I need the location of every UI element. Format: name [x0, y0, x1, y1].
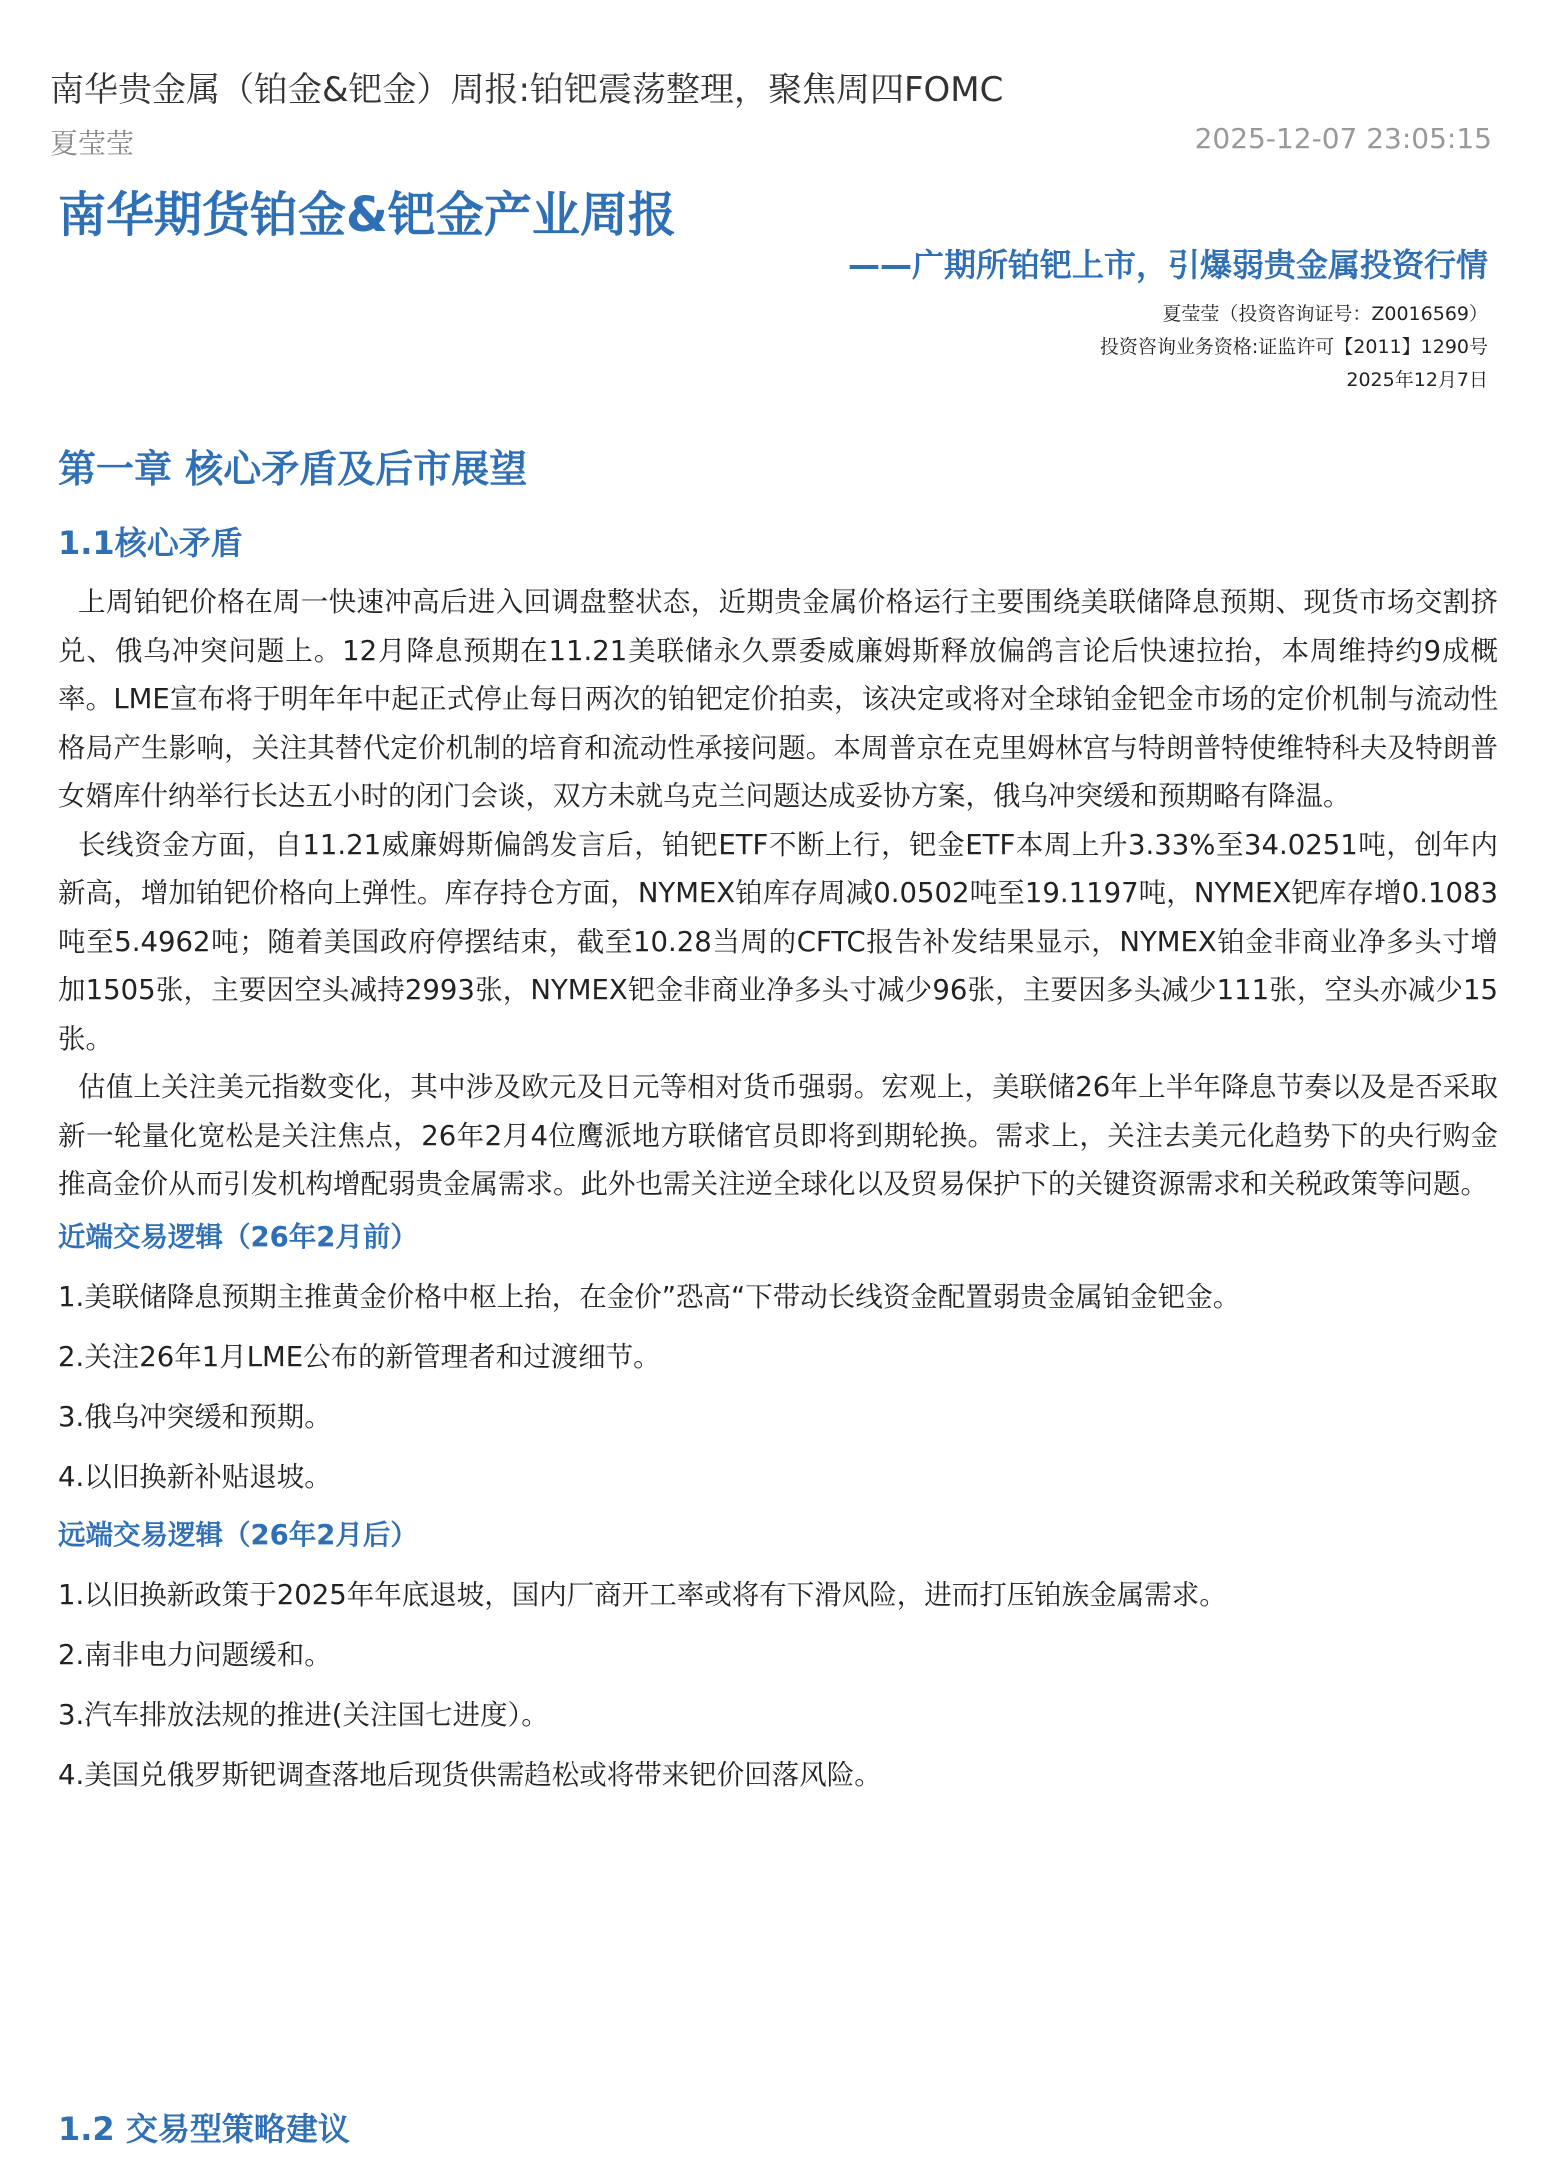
list-item: 2.南非电力问题缓和。 [58, 1638, 332, 1671]
report-body [58, 578, 1498, 1805]
paragraph-valuation-macro: 估值上关注美元指数变化，其中涉及欧元及日元等相对货币强弱。宏观上，美联储26年上半年降息节奏以及是否采取新一轮量化宽松是关注焦点，26年2月4位鹰派地方联储官员即将到期轮换。需求上，关注去美元化趋势下的央行购金推高金价从而引发机构增配弱贵金属需求。此外也需关注逆全球化以及贸易保护下的关键资源需求和关税政策等问题。 [58, 1071, 1498, 1200]
license-info: 投资咨询业务资格:证监许可【2011】1290号 [1099, 336, 1488, 358]
report-date: 2025年12月7日 [1346, 369, 1488, 391]
list-item: 1.以旧换新政策于2025年年底退坡，国内厂商开工率或将有下滑风险，进而打压铂族金属需求。 [58, 1578, 1227, 1611]
paragraph-funds-inventory: 长线资金方面，自11.21威廉姆斯偏鸽发言后，铂钯ETF不断上行，钯金ETF本周上升3.33%至34.0251吨，创年内新高，增加铂钯价格向上弹性。库存持仓方面，NYMEX铂库存周减0.0502吨至19.1197吨，NYMEX钯库存增0.1083吨至5.4962吨；随着美国政府停摆结束，截至10.28当周的CFTC报告补发结果显示，NYMEX铂金非商业净多头寸增加1505张，主要因空头减持2993张，NYMEX钯金非商业净多头寸减少96张，主要因多头减少111张，空头亦减少15张。 [58, 828, 1498, 1055]
far-term-logic-heading: 远端交易逻辑（26年2月后） [58, 1518, 418, 1551]
list-item: 1.美联储降息预期主推黄金价格中枢上抬，在金价”恐高“下带动长线资金配置弱贵金属铂金钯金。 [58, 1280, 1241, 1313]
document-title: 南华贵金属（铂金&钯金）周报:铂钯震荡整理，聚焦周四FOMC [50, 70, 1004, 110]
list-item: 4.美国兑俄罗斯钯调查落地后现货供需趋松或将带来钯价回落风险。 [58, 1758, 882, 1791]
section-title-core-conflict: 1.1核心矛盾 [58, 524, 243, 562]
near-term-logic-heading: 近端交易逻辑（26年2月前） [58, 1220, 418, 1253]
analyst-credential: 夏莹莹（投资咨询证号：Z0016569） [1162, 303, 1488, 325]
section-title-trading-strategy: 1.2 交易型策略建议 [58, 2110, 350, 2148]
author-name: 夏莹莹 [50, 127, 135, 160]
list-item: 2.关注26年1月LME公布的新管理者和过渡细节。 [58, 1340, 661, 1373]
list-item: 4.以旧换新补贴退坡。 [58, 1460, 332, 1493]
list-item: 3.俄乌冲突缓和预期。 [58, 1400, 332, 1433]
report-meta [1100, 298, 1488, 397]
report-subtitle: ——广期所铂钯上市，引爆弱贵金属投资行情 [847, 246, 1488, 284]
publish-timestamp: 2025-12-07 23:05:15 [1194, 122, 1492, 155]
report-title: 南华期货铂金&钯金产业周报 [58, 187, 676, 243]
paragraph-market-overview: 上周铂钯价格在周一快速冲高后进入回调盘整状态，近期贵金属价格运行主要围绕美联储降息预期、现货市场交割挤兑、俄乌冲突问题上。12月降息预期在11.21美联储永久票委威廉姆斯释放偏鸽言论后快速拉抬，本周维持约9成概率。LME宣布将于明年年中起正式停止每日两次的铂钯定价拍卖，该决定或将对全球铂金钯金市场的定价机制与流动性格局产生影响，关注其替代定价机制的培育和流动性承接问题。本周普京在克里姆林宫与特朗普特使维特科夫及特朗普女婿库什纳举行长达五小时的闭门会谈，双方未就乌克兰问题达成妥协方案，俄乌冲突缓和预期略有降温。 [58, 586, 1498, 812]
chapter-title: 第一章 核心矛盾及后市展望 [58, 447, 528, 491]
list-item: 3.汽车排放法规的推进(关注国七进度）。 [58, 1698, 549, 1731]
